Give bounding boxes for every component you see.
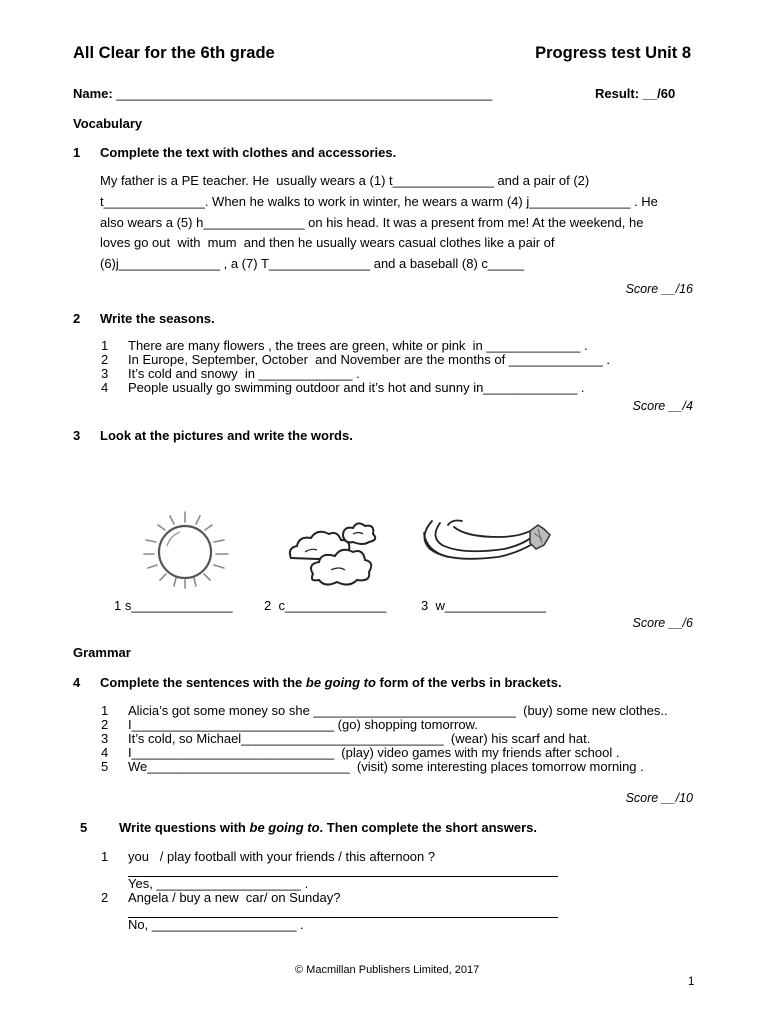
copyright-notice: © Macmillan Publishers Limited, 2017	[295, 964, 480, 976]
paragraph-line: also wears a (5) h______________ on his head. It was a present from me! At the weekend, he	[100, 214, 644, 230]
question-number: 3	[73, 428, 81, 443]
wind-icon	[418, 515, 553, 575]
question-instruction: Complete the sentences with the be going to form of the verbs in brackets.	[100, 675, 562, 690]
list-item: 4 People usually go swimming outdoor and it’s hot and sunny in_____________ .	[101, 380, 585, 395]
paragraph-line: (6)j______________ , a (7) T______________ and a baseball (8) c_____	[100, 256, 525, 272]
short-answer: Yes, ____________________ .	[128, 876, 309, 891]
short-answer: No, ____________________ .	[128, 917, 304, 932]
section-heading-vocabulary: Vocabulary	[73, 116, 143, 131]
item-prompt: you / play football with your friends / this afternoon ?	[128, 849, 436, 864]
list-item: 5 We____________________________ (visit) some interesting places tomorrow morning .	[101, 759, 644, 774]
list-item: 2 In Europe, September, October and November are the months of _____________ .	[101, 352, 611, 367]
question-instruction: Look at the pictures and write the words.	[100, 428, 353, 443]
score-q3: Score __/6	[632, 616, 693, 630]
paragraph-line: My father is a PE teacher. He usually wears a (1) t______________ and a pair of (2)	[100, 173, 590, 188]
question-number: 2	[73, 311, 81, 326]
question-instruction: Write questions with be going to. Then complete the short answers.	[119, 820, 537, 835]
paragraph-line: t______________. When he walks to work in winter, he wears a warm (4) j______________ . He	[100, 193, 658, 209]
result-score: Result: __/60	[595, 86, 676, 101]
question-instruction: Write the seasons.	[100, 311, 215, 326]
item-prompt: Angela / buy a new car/ on Sunday?	[128, 890, 341, 905]
sun-icon	[140, 510, 235, 590]
list-item: 1 Alicia’s got some money so she ____________________________ (buy) some new clothes..	[101, 703, 668, 718]
section-heading-grammar: Grammar	[73, 645, 131, 660]
picture-label: 2 c______________	[264, 598, 387, 613]
score-q4: Score __/10	[625, 791, 693, 805]
list-item: 1 There are many flowers , the trees are green, white or pink in _____________ .	[101, 338, 588, 353]
worksheet-title: All Clear for the 6th grade	[73, 44, 275, 62]
question-number: 5	[80, 820, 88, 835]
list-item: 3 It’s cold and snowy in _____________ .	[101, 366, 360, 381]
question-number: 1	[73, 145, 81, 160]
list-item: 4 I____________________________ (play) video games with my friends after school .	[101, 745, 620, 760]
question-instruction: Complete the text with clothes and accessories.	[100, 145, 397, 160]
list-item: 2 I____________________________ (go) shopping tomorrow.	[101, 717, 478, 732]
picture-label: 3 w______________	[421, 598, 547, 613]
list-item: 3 It’s cold, so Michael____________________________ (wear) his scarf and hat.	[101, 731, 591, 746]
score-q1: Score __/16	[625, 282, 693, 296]
q2-list	[101, 339, 661, 395]
item-number: 1	[101, 849, 109, 864]
item-number: 2	[101, 890, 109, 905]
paragraph-line: loves go out with mum and then he usually wears casual clothes like a pair of	[100, 235, 555, 251]
name-label: Name:	[73, 86, 117, 101]
picture-label: 1 s______________	[114, 598, 233, 613]
question-number: 4	[73, 675, 81, 690]
name-field	[73, 86, 492, 101]
q1-paragraph	[100, 171, 670, 275]
score-q2: Score __/4	[632, 399, 693, 413]
clouds-icon	[283, 518, 383, 590]
test-title: Progress test Unit 8	[535, 44, 691, 62]
q4-list	[101, 704, 681, 774]
name-blank: ____________________________________________________	[116, 86, 493, 101]
page-number: 1	[688, 976, 695, 988]
